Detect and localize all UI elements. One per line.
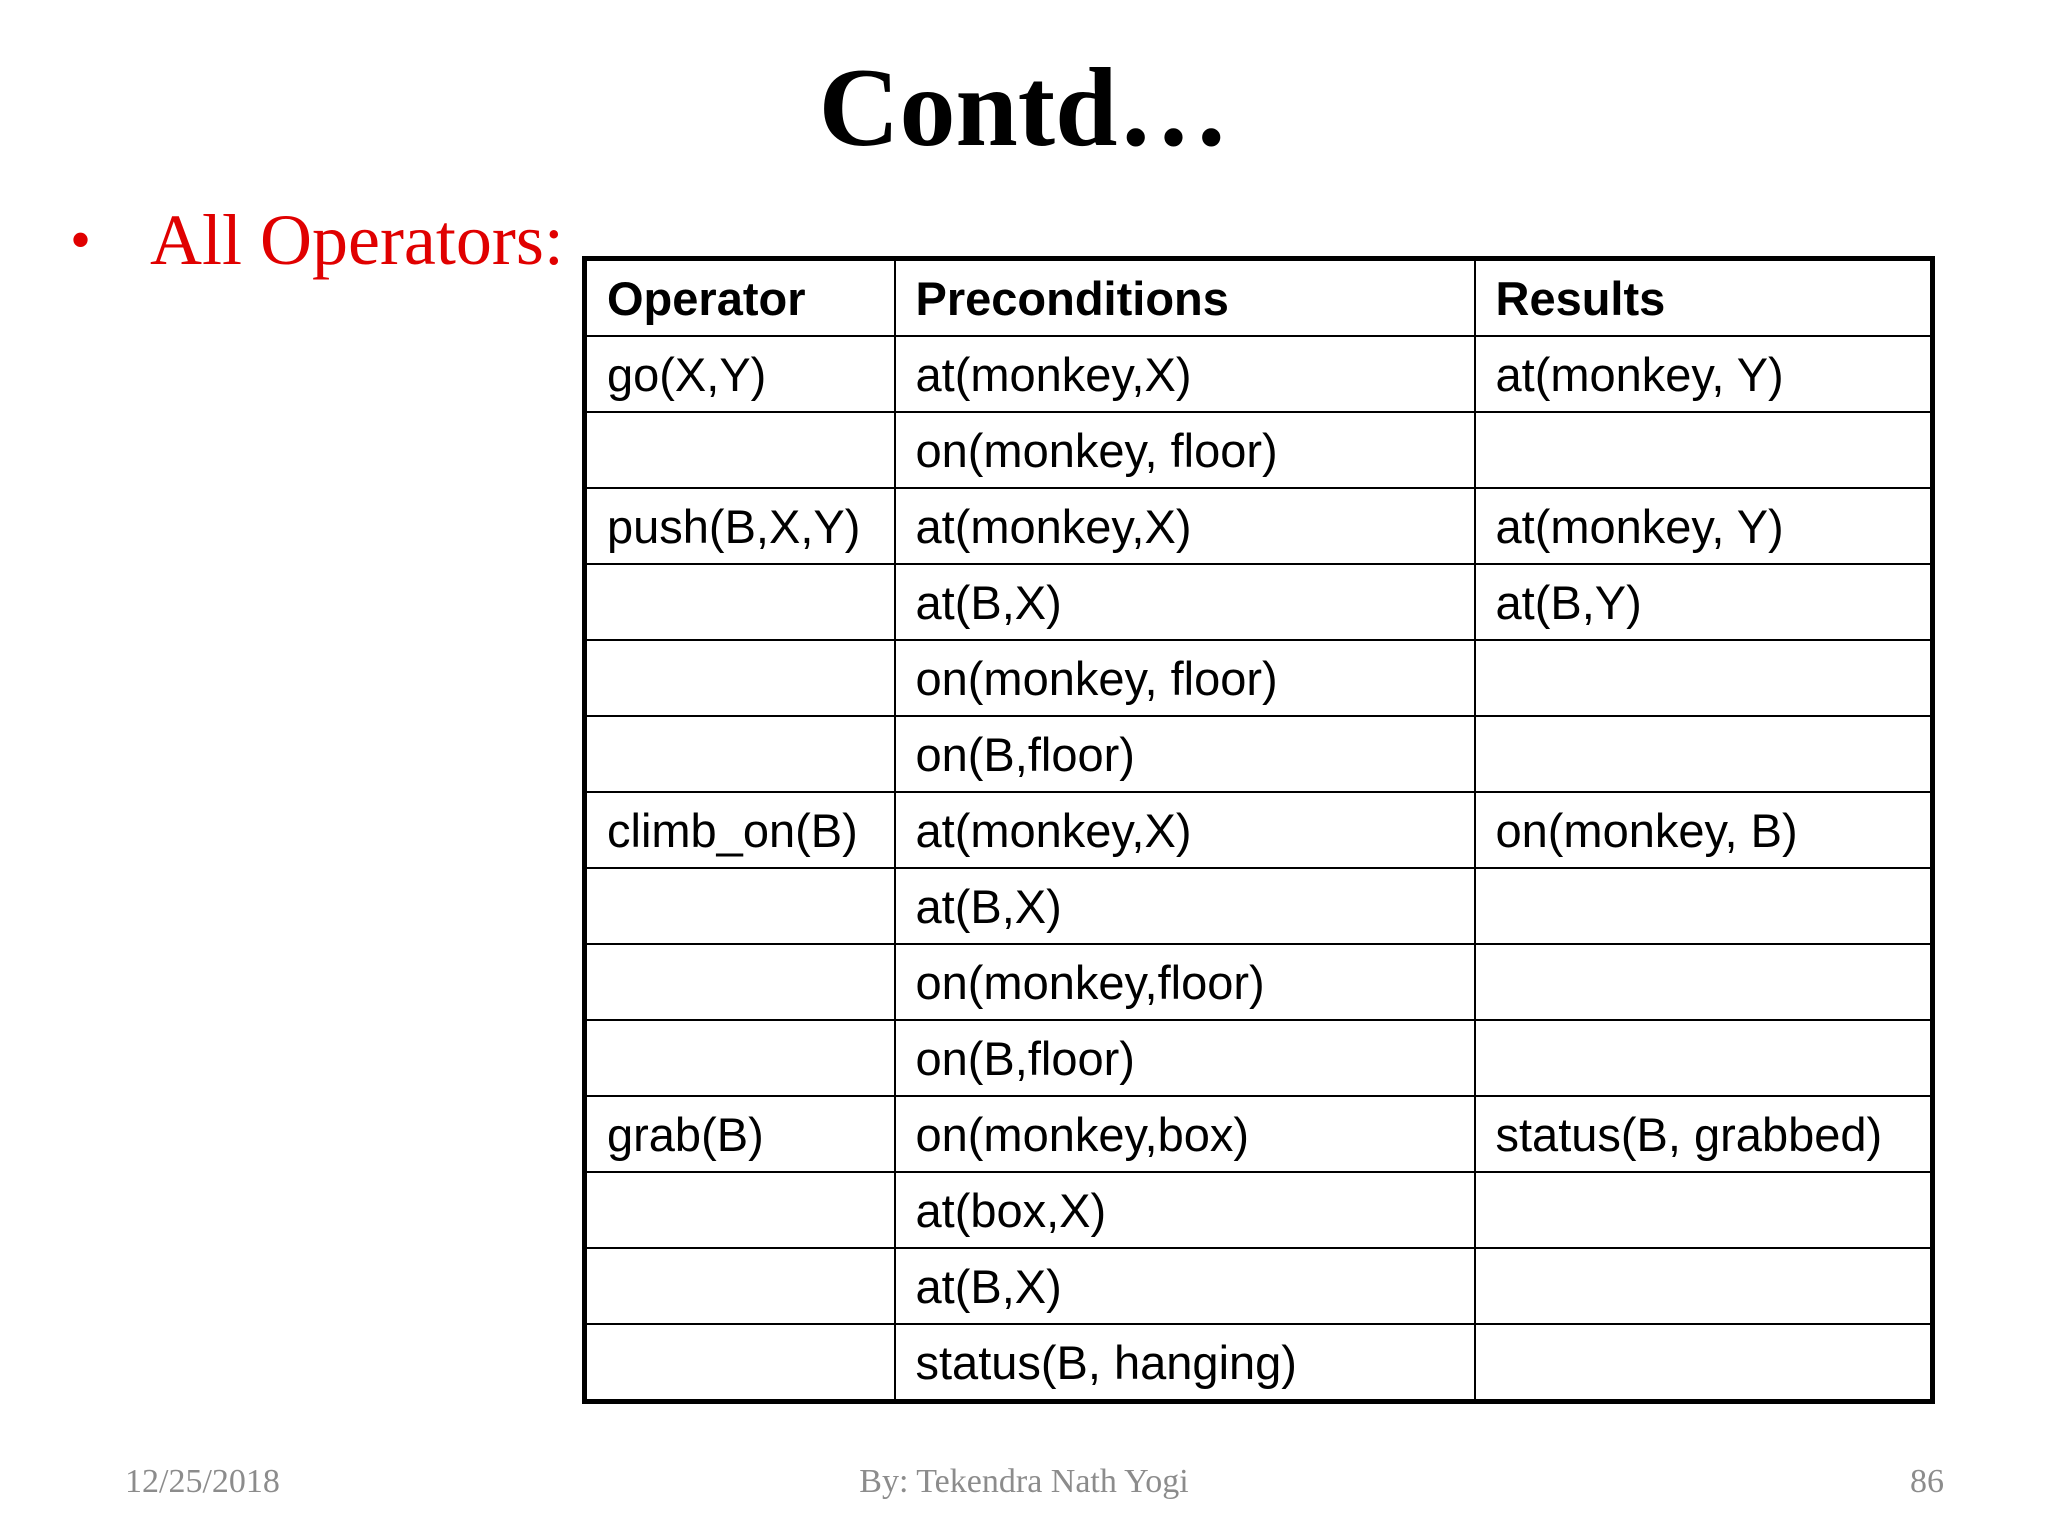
- precondition-cell: at(monkey,X): [895, 792, 1475, 868]
- operator-cell: push(B,X,Y): [585, 488, 895, 564]
- footer-date: 12/25/2018: [125, 1463, 280, 1500]
- table-row: [585, 640, 1933, 716]
- footer-page-number: 86: [1910, 1463, 1944, 1500]
- header-results: Results: [1475, 259, 1933, 337]
- result-cell: [1475, 1248, 1933, 1324]
- result-cell: at(B,Y): [1475, 564, 1933, 640]
- precondition-cell: at(B,X): [895, 1248, 1475, 1324]
- header-preconditions: Preconditions: [895, 259, 1475, 337]
- table-row: [585, 716, 1933, 792]
- table-header-row: [585, 259, 1933, 337]
- footer-author: By: Tekendra Nath Yogi: [859, 1463, 1189, 1500]
- operator-cell: [585, 412, 895, 488]
- bullet-text: All Operators:: [150, 200, 564, 280]
- operator-cell: [585, 640, 895, 716]
- precondition-cell: at(box,X): [895, 1172, 1475, 1248]
- precondition-cell: on(monkey,floor): [895, 944, 1475, 1020]
- table-row: [585, 564, 1933, 640]
- table-row: [585, 792, 1933, 868]
- result-cell: [1475, 1020, 1933, 1096]
- operator-cell: [585, 1172, 895, 1248]
- operator-cell: [585, 564, 895, 640]
- precondition-cell: at(monkey,X): [895, 488, 1475, 564]
- result-cell: at(monkey, Y): [1475, 488, 1933, 564]
- result-cell: [1475, 412, 1933, 488]
- precondition-cell: at(B,X): [895, 564, 1475, 640]
- operators-table: [582, 256, 1935, 1404]
- operator-cell: climb_on(B): [585, 792, 895, 868]
- operator-cell: [585, 716, 895, 792]
- table-row: [585, 336, 1933, 412]
- precondition-cell: on(monkey, floor): [895, 412, 1475, 488]
- precondition-cell: at(B,X): [895, 868, 1475, 944]
- precondition-cell: on(B,floor): [895, 1020, 1475, 1096]
- result-cell: [1475, 716, 1933, 792]
- table-row: [585, 1248, 1933, 1324]
- operator-cell: [585, 1324, 895, 1402]
- result-cell: status(B, grabbed): [1475, 1096, 1933, 1172]
- precondition-cell: status(B, hanging): [895, 1324, 1475, 1402]
- table-row: [585, 1324, 1933, 1402]
- precondition-cell: on(monkey,box): [895, 1096, 1475, 1172]
- operator-cell: [585, 1020, 895, 1096]
- table-row: [585, 488, 1933, 564]
- precondition-cell: on(monkey, floor): [895, 640, 1475, 716]
- precondition-cell: at(monkey,X): [895, 336, 1475, 412]
- result-cell: at(monkey, Y): [1475, 336, 1933, 412]
- bullet-item: [70, 198, 564, 282]
- operator-cell: go(X,Y): [585, 336, 895, 412]
- result-cell: [1475, 640, 1933, 716]
- table-row: [585, 1172, 1933, 1248]
- table-row: [585, 1020, 1933, 1096]
- result-cell: [1475, 944, 1933, 1020]
- table-row: [585, 1096, 1933, 1172]
- operator-cell: [585, 868, 895, 944]
- operator-cell: [585, 1248, 895, 1324]
- result-cell: [1475, 1324, 1933, 1402]
- precondition-cell: on(B,floor): [895, 716, 1475, 792]
- result-cell: [1475, 868, 1933, 944]
- result-cell: [1475, 1172, 1933, 1248]
- table-row: [585, 412, 1933, 488]
- operator-cell: grab(B): [585, 1096, 895, 1172]
- bullet-icon: •: [70, 207, 92, 273]
- result-cell: on(monkey, B): [1475, 792, 1933, 868]
- header-operator: Operator: [585, 259, 895, 337]
- operator-cell: [585, 944, 895, 1020]
- slide-title: Contd…: [818, 46, 1230, 170]
- table-row: [585, 868, 1933, 944]
- table-row: [585, 944, 1933, 1020]
